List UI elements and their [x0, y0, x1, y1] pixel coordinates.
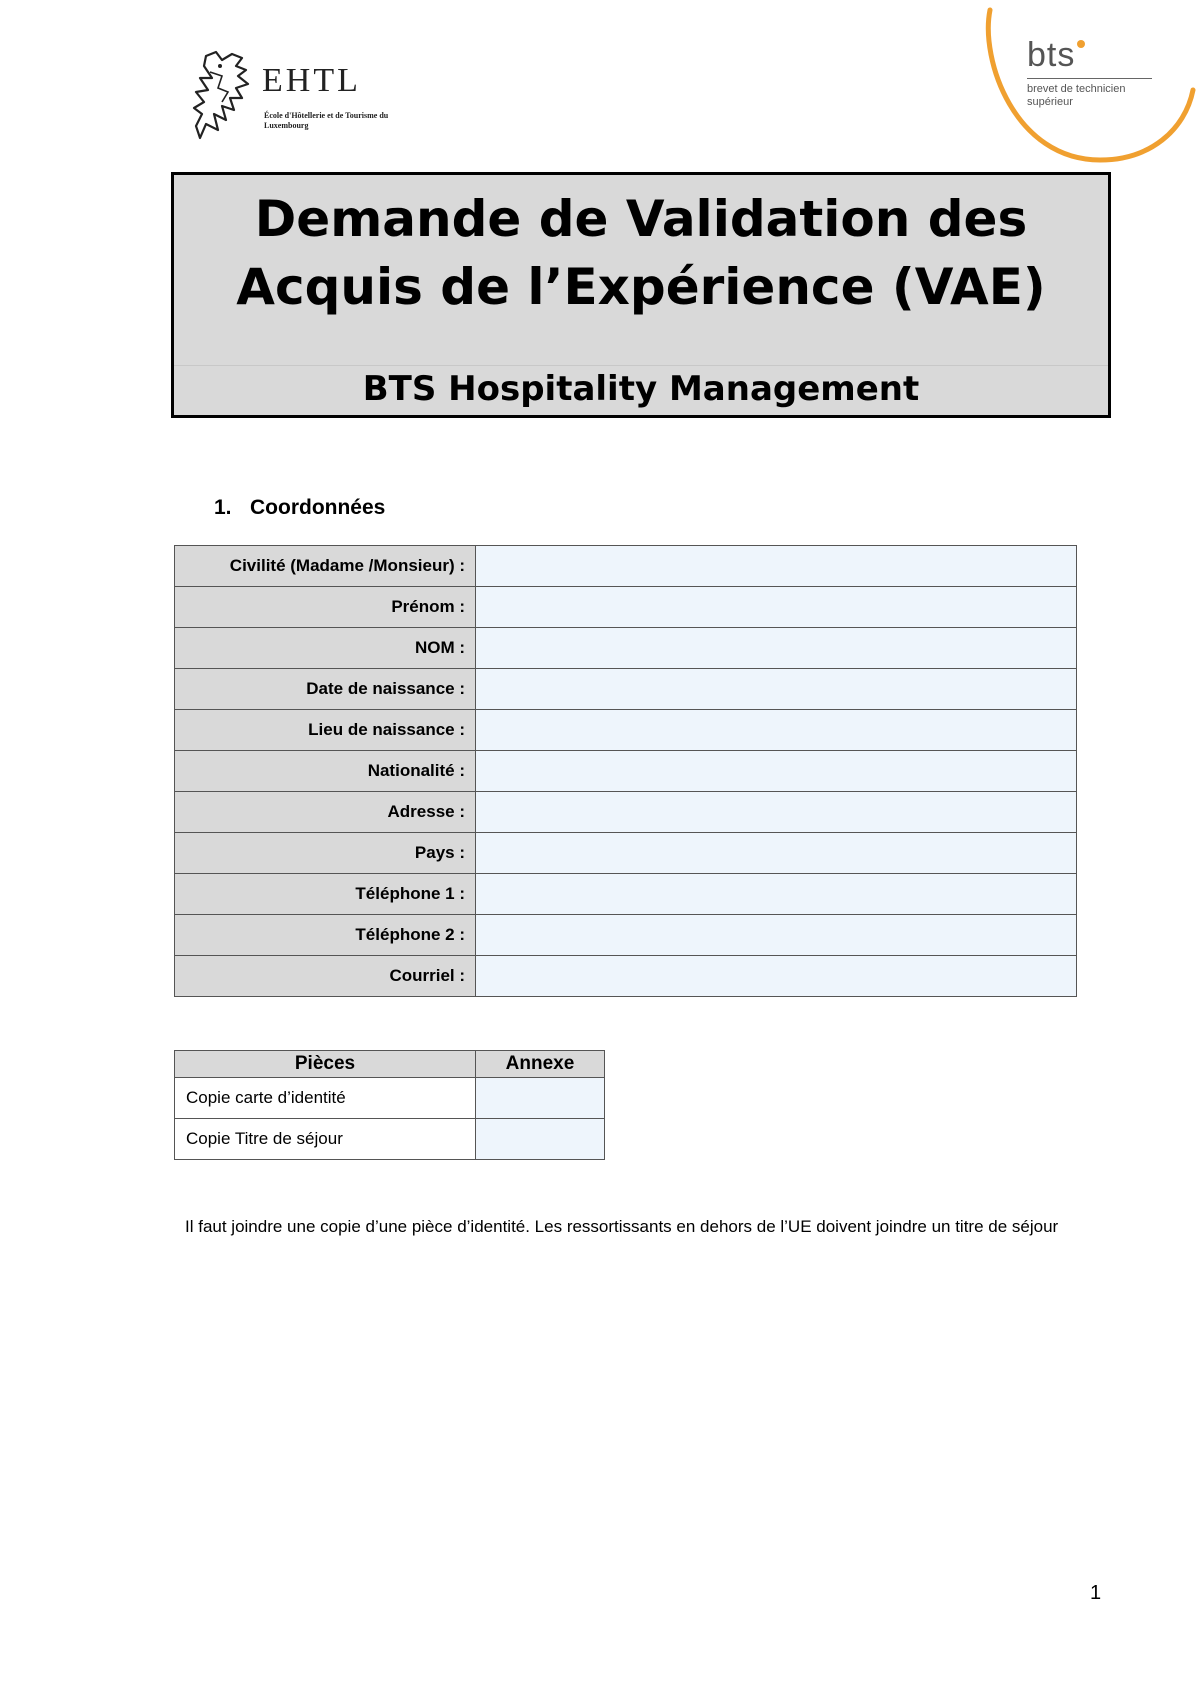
pieces-table: [174, 1050, 605, 1160]
ehtl-subtitle: École d'Hôtellerie et de Tourisme du Luxembourg: [264, 111, 389, 130]
table-row: [175, 1119, 605, 1160]
adresse-field[interactable]: [476, 793, 1076, 831]
section-number: 1.: [214, 496, 232, 519]
table-row: [175, 587, 1077, 628]
nom-label: NOM :: [175, 628, 476, 669]
title-line-1: Demande de Validation des: [254, 190, 1028, 248]
courriel-label: Courriel :: [175, 956, 476, 997]
civilite-label: Civilité (Madame /Monsieur) :: [175, 546, 476, 587]
document-title: [174, 185, 1108, 321]
courriel-field[interactable]: [476, 957, 1076, 995]
table-row: [175, 546, 1077, 587]
section-heading-coordonnees: [214, 496, 385, 520]
table-row: [175, 669, 1077, 710]
bts-dot-icon: [1077, 40, 1085, 48]
table-header-row: [175, 1051, 605, 1078]
page-number: 1: [1090, 1582, 1102, 1604]
ehtl-logo: [192, 48, 392, 144]
identity-note: Il faut joindre une copie d’une pièce d’identité. Les ressortissants en dehors de l’UE doivent joindre un titre de séjour: [185, 1217, 1059, 1236]
document-subtitle: BTS Hospitality Management: [362, 369, 920, 409]
telephone-2-label: Téléphone 2 :: [175, 915, 476, 956]
bts-wordmark: bts: [1027, 36, 1076, 74]
table-row: [175, 833, 1077, 874]
title-line-2: Acquis de l’Expérience (VAE): [236, 258, 1046, 316]
annexe-carte-identite-field[interactable]: [476, 1079, 604, 1117]
table-row: [175, 915, 1077, 956]
coordonnees-table: [174, 545, 1077, 997]
ehtl-wordmark: EHTL: [262, 62, 361, 99]
pieces-column-header: Pièces: [175, 1051, 476, 1078]
bts-logo: [975, 0, 1200, 170]
telephone-1-field[interactable]: [476, 875, 1076, 913]
pays-label: Pays :: [175, 833, 476, 874]
date-naissance-field[interactable]: [476, 670, 1076, 708]
title-box: [171, 172, 1111, 418]
prenom-label: Prénom :: [175, 587, 476, 628]
lieu-naissance-field[interactable]: [476, 711, 1076, 749]
table-row: [175, 792, 1077, 833]
prenom-field[interactable]: [476, 588, 1076, 626]
telephone-1-label: Téléphone 1 :: [175, 874, 476, 915]
table-row: [175, 751, 1077, 792]
piece-titre-sejour-label: Copie Titre de séjour: [175, 1119, 476, 1160]
table-row: [175, 874, 1077, 915]
nationalite-label: Nationalité :: [175, 751, 476, 792]
annexe-column-header: Annexe: [476, 1051, 605, 1078]
table-row: [175, 628, 1077, 669]
nom-field[interactable]: [476, 629, 1076, 667]
telephone-2-field[interactable]: [476, 916, 1076, 954]
section-title: Coordonnées: [250, 496, 386, 519]
table-row: [175, 710, 1077, 751]
civilite-field[interactable]: [476, 547, 1076, 585]
date-naissance-label: Date de naissance :: [175, 669, 476, 710]
title-divider: [174, 365, 1108, 366]
pays-field[interactable]: [476, 834, 1076, 872]
table-row: [175, 1078, 605, 1119]
adresse-label: Adresse :: [175, 792, 476, 833]
bts-divider: [1027, 78, 1152, 79]
lieu-naissance-label: Lieu de naissance :: [175, 710, 476, 751]
annexe-titre-sejour-field[interactable]: [476, 1120, 604, 1158]
bts-subtitle: brevet de technicien supérieur: [1027, 83, 1126, 108]
heraldic-lion-icon: [192, 48, 262, 144]
piece-carte-identite-label: Copie carte d’identité: [175, 1078, 476, 1119]
table-row: [175, 956, 1077, 997]
nationalite-field[interactable]: [476, 752, 1076, 790]
